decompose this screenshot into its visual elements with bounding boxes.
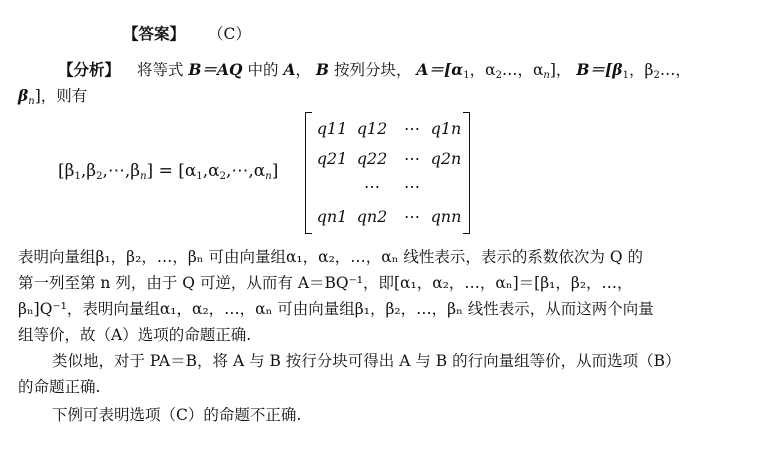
paragraph-1-line-2: 第一列至第 n 列，由于 Q 可逆，从而有 A＝BQ⁻¹，即[α₁，α₂，…，αₙ]＝[β₁，β₂，…， bbox=[18, 274, 633, 292]
a-def-close: ]， bbox=[549, 61, 572, 79]
sub-1b: 1 bbox=[622, 70, 629, 81]
analysis-line-1 bbox=[58, 58, 691, 82]
answer-line bbox=[123, 22, 251, 46]
eq-rhs-open: ] = [α bbox=[146, 161, 197, 181]
sub-2: 2 bbox=[495, 70, 502, 81]
b-def-start: B＝[β bbox=[576, 60, 623, 79]
a-def-ellipsis: …，α bbox=[501, 61, 544, 79]
eq-rhs-mid: ,α bbox=[202, 161, 220, 181]
matrix-cell: qn2 bbox=[356, 207, 388, 226]
matrix-cell: q21 bbox=[316, 149, 348, 168]
eq-close: ] bbox=[271, 161, 279, 181]
eq-sub-1a: 1 bbox=[196, 171, 203, 182]
matrix-cell: ⋯ bbox=[404, 207, 420, 226]
matrix-cell: q11 bbox=[316, 119, 348, 138]
matrix-cell: q2n bbox=[430, 149, 462, 168]
eq-lhs-open: [β bbox=[58, 161, 75, 181]
paragraph-1-line-4: 组等价，故（A）选项的命题正确. bbox=[18, 326, 252, 344]
eq-sub-na: n bbox=[265, 171, 272, 182]
paragraph-2-line-2: 的命题正确. bbox=[18, 378, 101, 396]
matrix-cell: ⋯ bbox=[364, 177, 380, 196]
paragraph-1-line-1: 表明向量组β₁，β₂，…，βₙ 可由向量组α₁，α₂，…，αₙ 线性表示，表示的系数依次为 Q 的 bbox=[18, 248, 643, 266]
comma: ， bbox=[295, 61, 311, 79]
beta-symbol: β bbox=[18, 86, 29, 105]
matrix-cell: ⋯ bbox=[404, 149, 420, 168]
analysis-text-3: 按列分块， bbox=[333, 61, 412, 79]
eq-sub-2: 2 bbox=[96, 171, 103, 182]
answer-label: 【答案】 bbox=[123, 24, 186, 43]
matrix-cell: q22 bbox=[356, 149, 388, 168]
sub-2b: 2 bbox=[653, 70, 660, 81]
matrix-cell: qn1 bbox=[316, 207, 348, 226]
eq-sub-2a: 2 bbox=[219, 171, 226, 182]
eq-sub-n: n bbox=[140, 171, 147, 182]
symbol-b: B bbox=[315, 60, 330, 79]
analysis-text-1: 将等式 bbox=[136, 61, 184, 79]
a-def-sep: ，α bbox=[469, 61, 496, 79]
equation-lhs bbox=[58, 161, 278, 181]
paragraph-3-line-1: 下例可表明选项（C）的命题不正确. bbox=[52, 406, 302, 424]
b-def-ellipsis: …， bbox=[659, 61, 691, 79]
eq-lhs-mid: ,β bbox=[80, 161, 97, 181]
analysis-line-2 bbox=[18, 84, 87, 108]
equation-b-aq: B＝AQ bbox=[188, 60, 243, 79]
eq-rhs-dots: ,⋯,α bbox=[225, 161, 266, 181]
matrix-cell: q1n bbox=[430, 119, 462, 138]
matrix-cell: q12 bbox=[356, 119, 388, 138]
paragraph-2-line-1: 类似地，对于 PA＝B，将 A 与 B 按行分块可得出 A 与 B 的行向量组等价，从而选项（B） bbox=[52, 352, 681, 370]
b-def-sep: ，β bbox=[628, 61, 654, 79]
eq-sub-1: 1 bbox=[74, 171, 81, 182]
matrix-cell: ⋯ bbox=[404, 119, 420, 138]
sub-n: n bbox=[543, 70, 550, 81]
answer-value: （C） bbox=[207, 25, 251, 43]
analysis-label: 【分析】 bbox=[58, 60, 121, 79]
analysis-text-2: 中的 bbox=[247, 61, 279, 79]
sub-1: 1 bbox=[463, 70, 470, 81]
a-def-start: A＝[α bbox=[416, 60, 464, 79]
matrix-cell: ⋯ bbox=[404, 177, 420, 196]
paragraph-1-line-3: βₙ]Q⁻¹，表明向量组α₁，α₂，…，αₙ 可由向量组β₁，β₂，…，βₙ 线性表示，从而这两个向量 bbox=[18, 300, 654, 318]
eq-lhs-dots: ,⋯,β bbox=[102, 161, 141, 181]
analysis-text-4: ]，则有 bbox=[34, 87, 88, 105]
matrix-cell: qnn bbox=[430, 207, 462, 226]
coefficient-matrix bbox=[305, 112, 470, 232]
symbol-a: A bbox=[283, 60, 296, 79]
sub-n-beta: n bbox=[28, 96, 35, 107]
